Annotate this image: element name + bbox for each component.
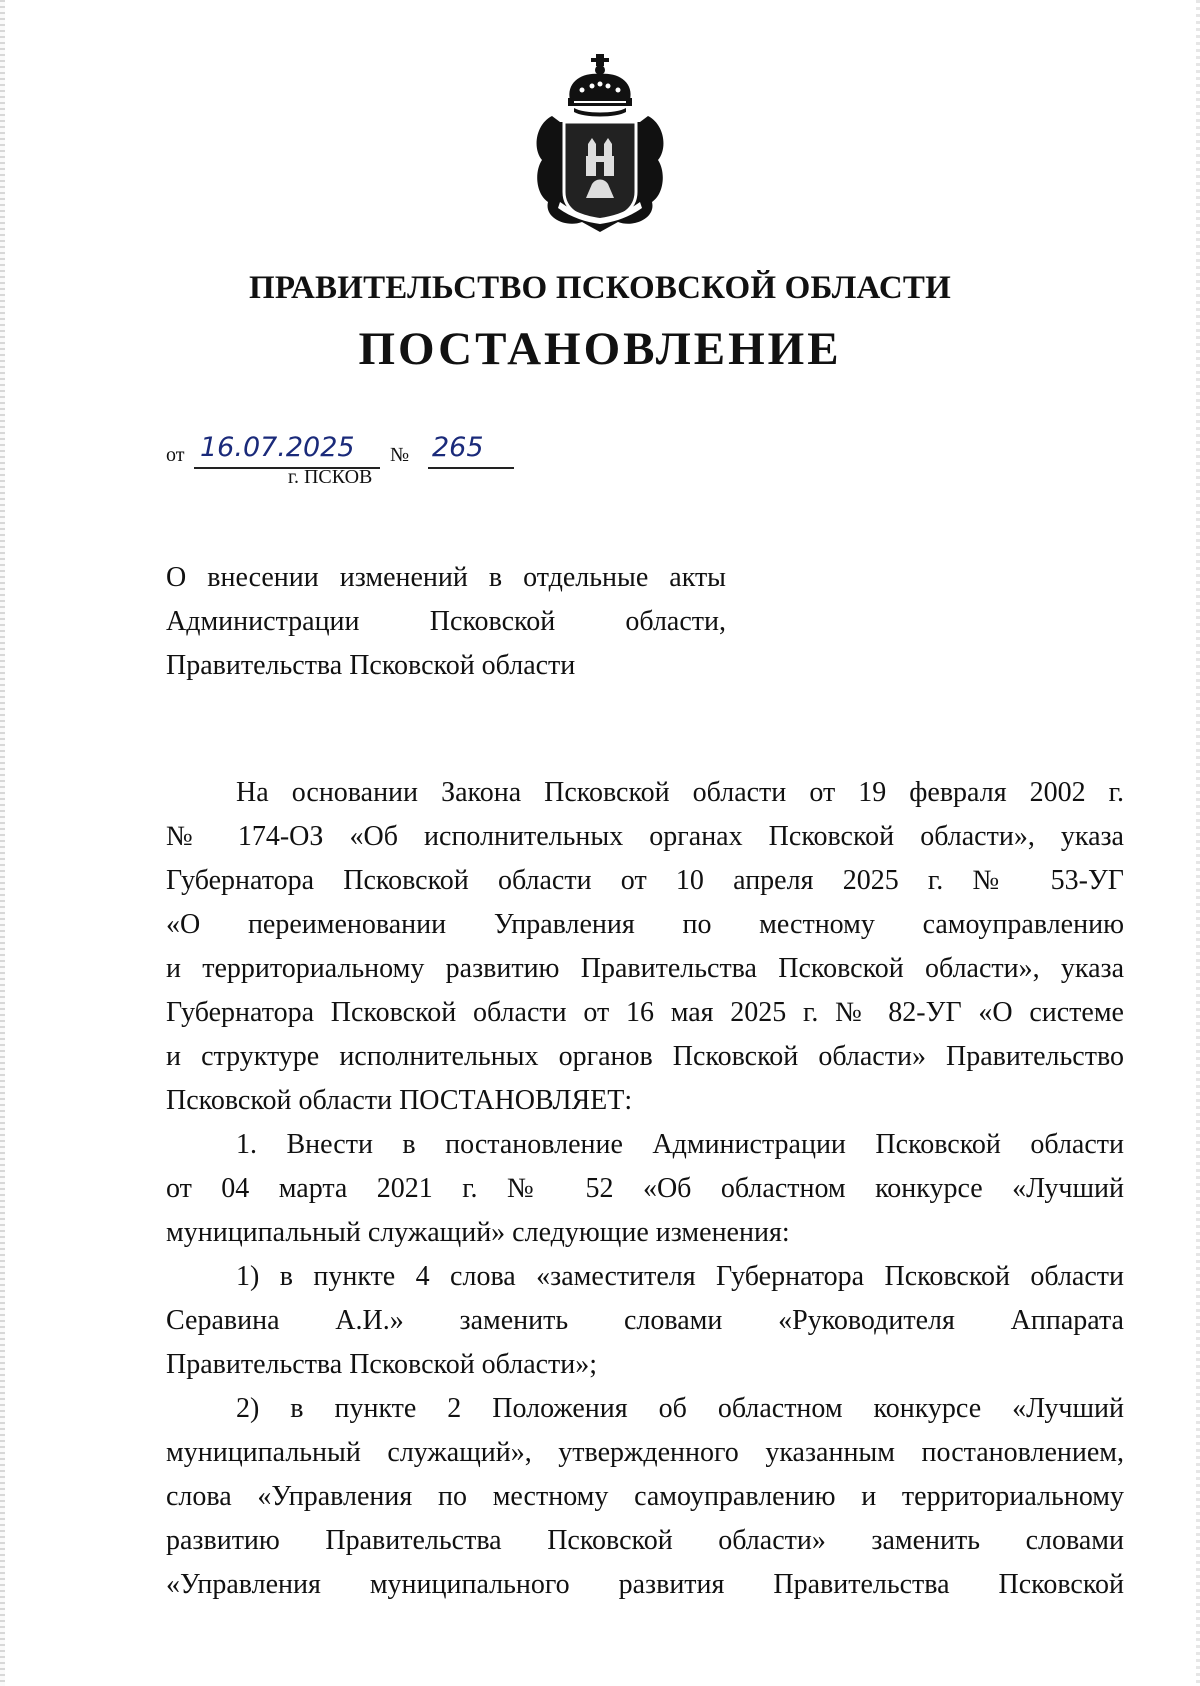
body-line: развитию Правительства Псковской области» заменить словами: [166, 1525, 1124, 1556]
body-line: Губернатора Псковской области от 10 апреля 2025 г. № 53-УГ: [166, 865, 1124, 896]
body-line: Серавина А.И.» заменить словами «Руководителя Аппарата: [166, 1305, 1124, 1336]
body-line: Правительства Псковской области»;: [166, 1349, 598, 1380]
body-line: 2) в пункте 2 Положения об областном конкурсе «Лучший: [236, 1393, 1124, 1424]
body-line: Псковской области ПОСТАНОВЛЯЕТ:: [166, 1085, 633, 1116]
body-line: от 04 марта 2021 г. № 52 «Об областном конкурсе «Лучший: [166, 1173, 1124, 1204]
subject-line: Правительства Псковской области: [166, 650, 576, 681]
number-underline: [428, 467, 514, 469]
body-line: муниципальный служащий», утвержденного указанным постановлением,: [166, 1437, 1124, 1468]
document-body: [166, 771, 1124, 1607]
body-line: и территориальному развитию Правительства Псковской области», указа: [166, 953, 1124, 984]
document-type-title: ПОСТАНОВЛЕНИЕ: [358, 323, 842, 375]
body-line: 1. Внести в постановление Администрации Псковской области: [236, 1129, 1124, 1160]
scan-edge-right: [1196, 0, 1200, 1686]
body-line: слова «Управления по местному самоуправлению и территориальному: [166, 1481, 1124, 1512]
body-line: На основании Закона Псковской области от 19 февраля 2002 г.: [236, 777, 1124, 808]
body-line: «Управления муниципального развития Правительства Псковской: [166, 1569, 1124, 1600]
handwritten-number: 265: [432, 432, 484, 463]
body-line: 1) в пункте 4 слова «заместителя Губернатора Псковской области: [236, 1261, 1124, 1292]
document-subject: [166, 556, 726, 688]
subject-line: О внесении изменений в отдельные акты: [166, 562, 726, 593]
subject-line: Администрации Псковской области,: [166, 606, 726, 637]
body-line: № 174-ОЗ «Об исполнительных органах Псковской области», указа: [166, 821, 1124, 852]
body-line: и структуре исполнительных органов Псковской области» Правительство: [166, 1041, 1124, 1072]
coat-of-arms-icon: [530, 52, 670, 238]
number-prefix: №: [390, 444, 410, 466]
body-line: Губернатора Псковской области от 16 мая 2025 г. № 82-УГ «О системе: [166, 997, 1124, 1028]
handwritten-date: 16.07.2025: [200, 432, 355, 463]
scan-edge-left: [0, 0, 5, 1686]
body-line: «О переименовании Управления по местному самоуправлению: [166, 909, 1124, 940]
organization-title: ПРАВИТЕЛЬСТВО ПСКОВСКОЙ ОБЛАСТИ: [248, 270, 952, 306]
date-prefix: от: [166, 444, 185, 466]
body-line: муниципальный служащий» следующие изменения:: [166, 1217, 790, 1248]
city-label: г. ПСКОВ: [288, 466, 373, 488]
